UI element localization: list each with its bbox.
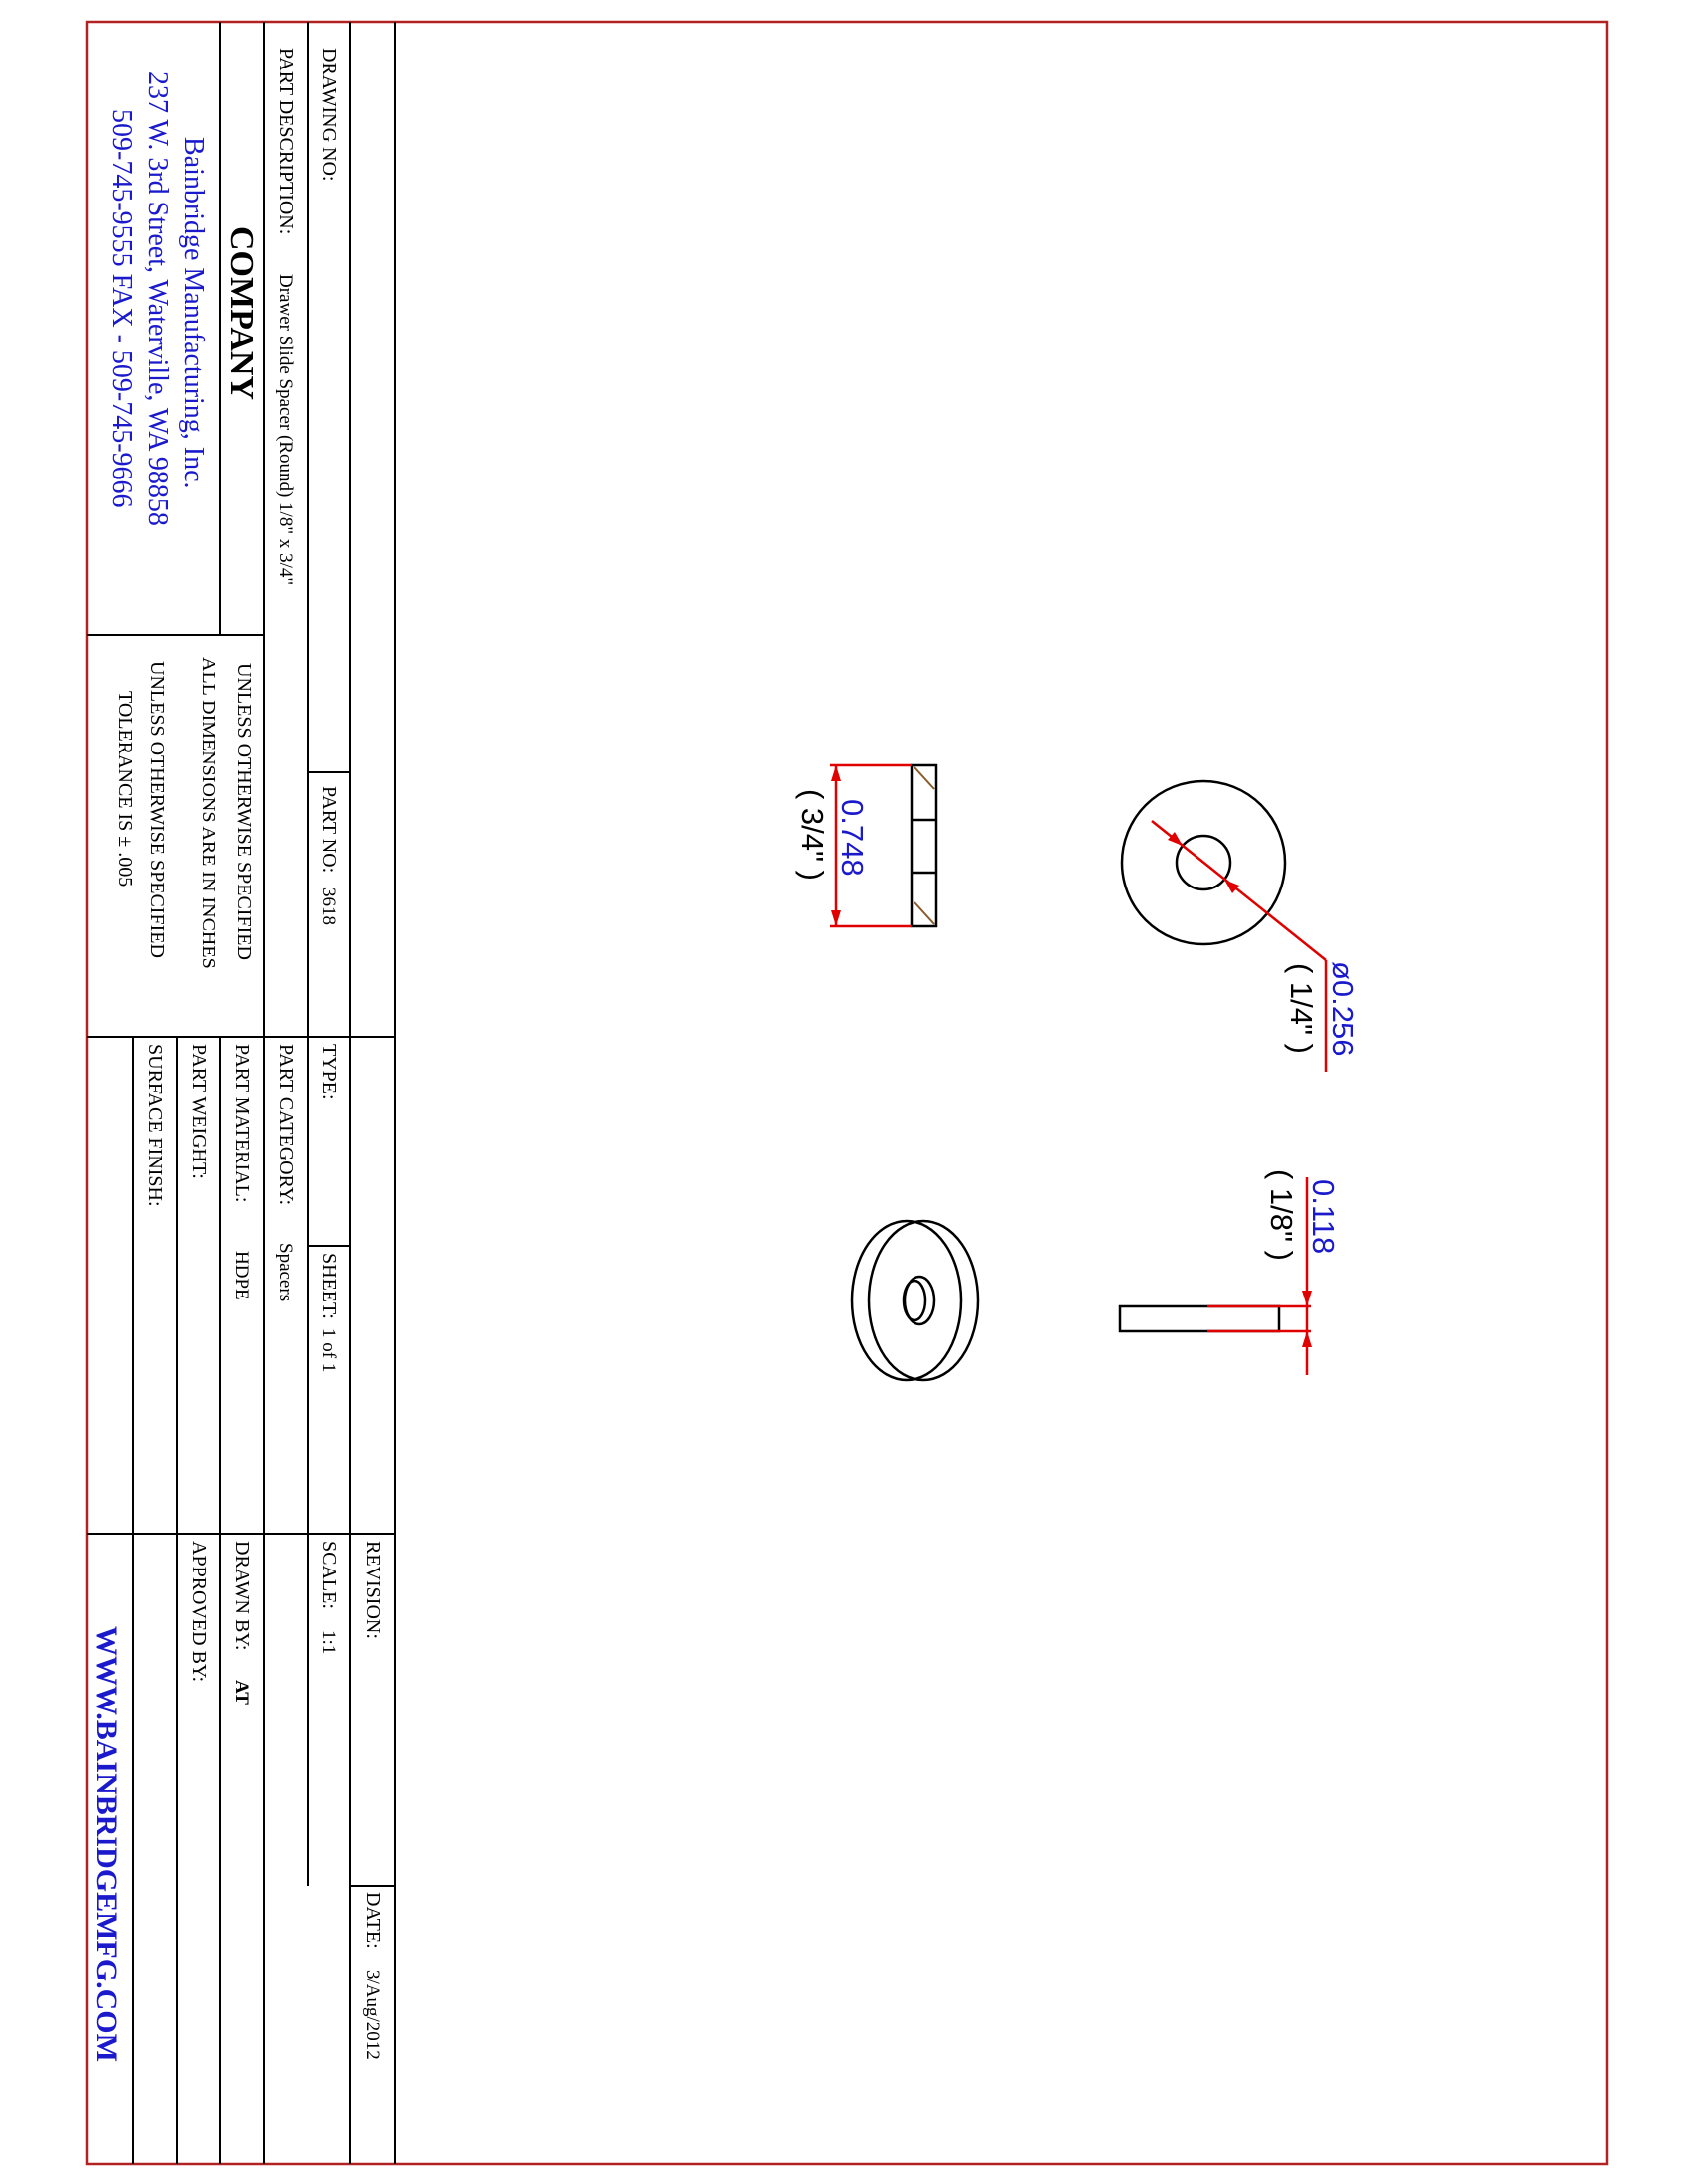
revision-field: [362, 1541, 384, 1639]
drawn-by-value: AT: [231, 1680, 252, 1705]
note-unless-specified-tolerance: UNLESS OTHERWISE SPECIFIED: [146, 661, 168, 958]
date-label: DATE:: [362, 1892, 384, 1949]
company-address: 237 W. 3rd Street, Waterville, WA 98858: [142, 71, 173, 526]
thickness-arrow-1: [1302, 1291, 1312, 1306]
drawn-by-label: DRAWN BY:: [231, 1541, 253, 1651]
approved-by-label: APPROVED BY:: [188, 1541, 210, 1683]
date-field: [362, 1892, 384, 2060]
note-tolerance: TOLERANCE IS ± .005: [114, 691, 136, 887]
part-material-label: PART MATERIAL:: [231, 1044, 253, 1203]
company-phone: 509-745-9555 FAX - 509-745-9666: [106, 109, 137, 508]
surface-finish-field: [144, 1044, 166, 1207]
drawing-no-label: DRAWING NO:: [318, 48, 340, 182]
iso-hole-inner: [904, 1281, 925, 1320]
type-label: TYPE:: [318, 1044, 340, 1100]
drawn-by-field: [231, 1541, 253, 1705]
isometric-view-washer: [852, 1221, 978, 1380]
sheet-label: SHEET:: [318, 1253, 340, 1319]
note-unless-specified: UNLESS OTHERWISE SPECIFIED: [233, 663, 255, 960]
side-view-profile: [1120, 1306, 1279, 1331]
thickness-dimension: 0.118: [1306, 1179, 1340, 1255]
outer-diameter-dimension: 0.748: [835, 799, 870, 877]
revision-label: REVISION:: [362, 1541, 384, 1639]
part-description-value: Drawer Slide Spacer (Round) 1/8" x 3/4": [275, 274, 296, 586]
date-value: 3/Aug/2012: [362, 1970, 383, 2060]
type-field: [318, 1044, 340, 1100]
scale-field: [318, 1541, 340, 1654]
note-all-dimensions-inches: ALL DIMENSIONS ARE IN INCHES: [198, 657, 219, 969]
hole-diameter-dimension: ø0.256: [1326, 961, 1360, 1057]
company-heading: COMPANY: [223, 226, 260, 400]
part-material-value: HDPE: [231, 1251, 252, 1300]
drawing-no-field: [318, 48, 340, 182]
od-arrow-2: [831, 910, 841, 926]
part-no-value: 3618: [318, 887, 339, 925]
hole-diameter-fraction: ( 1/4" ): [1284, 963, 1319, 1054]
part-description-label: PART DESCRIPTION:: [275, 48, 297, 235]
thickness-fraction: ( 1/8" ): [1264, 1169, 1299, 1261]
part-material-field: [231, 1044, 253, 1300]
part-category-value: Spacers: [275, 1243, 296, 1302]
sheet-value: 1 of 1: [318, 1328, 339, 1373]
dimension-notes: [114, 657, 255, 969]
part-no-label: PART NO:: [318, 786, 340, 874]
part-no-field: [318, 786, 340, 925]
sheet-border: [87, 22, 1607, 2164]
website-link[interactable]: WWW.BAINBRIDGEMFG.COM: [90, 1626, 123, 2062]
part-category-field: [275, 1044, 297, 1301]
hatch-1: [914, 767, 934, 789]
outer-diameter-fraction: ( 3/4" ): [795, 789, 830, 881]
scale-value: 1:1: [318, 1630, 339, 1655]
sheet-field: [318, 1253, 340, 1372]
od-arrow-1: [831, 765, 841, 781]
company-block: [106, 71, 260, 526]
part-description-field: [275, 48, 297, 585]
part-category-label: PART CATEGORY:: [275, 1044, 297, 1206]
approved-by-field: [188, 1541, 210, 1682]
leader-arrow-2: [1224, 880, 1239, 893]
top-view-washer: [1122, 781, 1360, 1072]
thickness-arrow-2: [1302, 1331, 1312, 1347]
company-name: Bainbridge Manufacturing, Inc.: [178, 137, 209, 489]
surface-finish-label: SURFACE FINISH:: [144, 1044, 166, 1207]
scale-label: SCALE:: [318, 1541, 340, 1609]
side-view-thickness: [1120, 1169, 1340, 1375]
part-weight-field: [188, 1044, 210, 1179]
hatch-2: [914, 902, 934, 924]
section-view-outer-diameter: [795, 765, 936, 926]
part-weight-label: PART WEIGHT:: [188, 1044, 210, 1179]
